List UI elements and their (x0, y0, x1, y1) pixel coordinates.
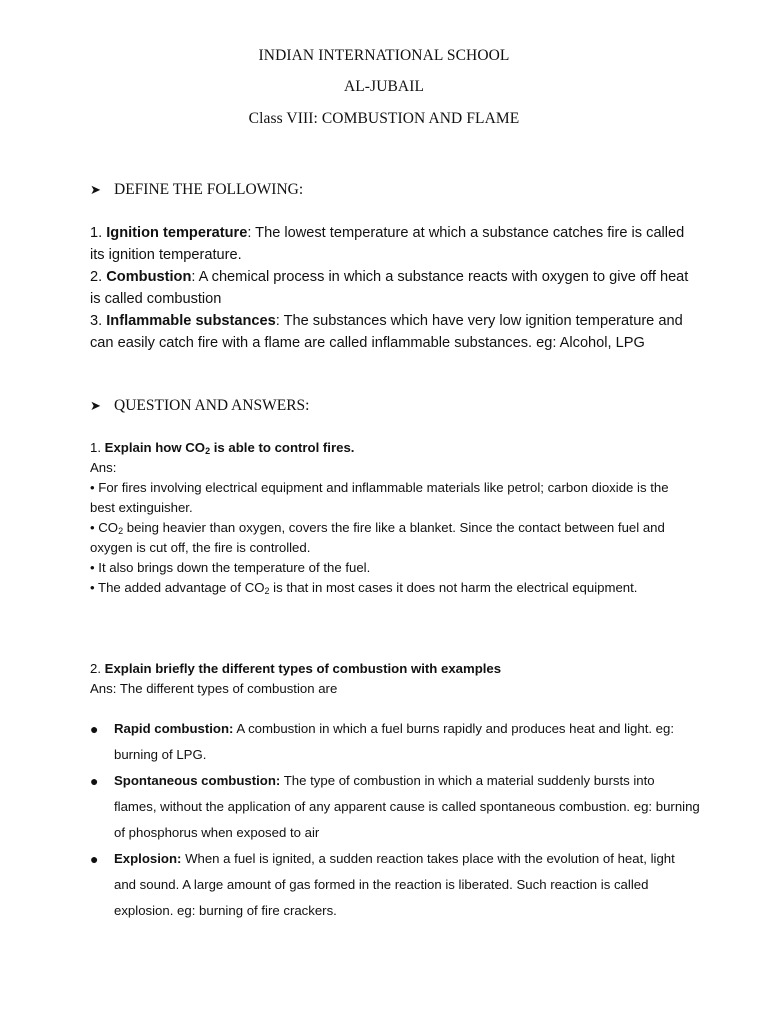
question-number: 1. (90, 440, 101, 455)
question-1-text (90, 438, 670, 458)
arrow-bullet-icon: ➤ (90, 182, 101, 197)
definition-term: Ignition temperature (106, 225, 248, 241)
definition-term: Combustion (106, 269, 192, 285)
answer-label: Ans: (90, 460, 117, 475)
page-title: Class VIII: COMBUSTION AND FLAME (248, 110, 520, 127)
definition-term: Inflammable substances (106, 313, 276, 329)
definition-item (90, 266, 690, 310)
type-text: When a fuel is ignited, a sudden reaction takes place with the evolution of heat, light and sound. A large amount of gas formed in the reaction is liberated. Such reaction is called explosion. eg: burning of fire crackers. (114, 851, 675, 918)
question-1 (90, 438, 670, 598)
qa-heading (90, 397, 309, 415)
bullet-icon: ● (90, 721, 99, 737)
type-term: Explosion: (114, 851, 182, 866)
define-heading-text: DEFINE THE FOLLOWING: (114, 181, 304, 198)
subscript: 2 (118, 526, 124, 536)
list-item (90, 716, 700, 768)
definition-text: : The substances which have very low ignition temperature and can easily catch fire with a flame are called inflammable substances. eg: Alcohol, LPG (90, 313, 683, 351)
subscript: 2 (264, 586, 270, 596)
question-part: is able to control fires. (210, 440, 355, 455)
definition-number: 1. (90, 225, 103, 241)
type-text: The type of combustion in which a material suddenly bursts into flames, without the application of any apparent cause is called spontaneous combustion. eg: burning of phosphorus when exposed to air (114, 773, 700, 840)
answer-part: is that in most cases it does not harm the electrical equipment. (269, 580, 638, 595)
type-term: Spontaneous combustion: (114, 773, 281, 788)
definitions-list (90, 222, 690, 354)
question-number: 2. (90, 661, 101, 676)
type-term: Rapid combustion: (114, 721, 234, 736)
answer-point: • For fires involving electrical equipment and inflammable materials like petrol; carbon dioxide is the best extinguisher. (90, 480, 669, 515)
question-2-text (90, 659, 670, 679)
answer-intro: Ans: The different types of combustion are (90, 681, 338, 696)
qa-heading-text: QUESTION AND ANSWERS: (114, 397, 310, 414)
answer-part: • The added advantage of CO (90, 580, 265, 595)
definition-number: 2. (90, 269, 103, 285)
answer-part: • CO (90, 520, 119, 535)
definition-item (90, 222, 690, 266)
definition-item (90, 310, 690, 354)
list-item (90, 768, 700, 846)
arrow-bullet-icon: ➤ (90, 398, 101, 413)
answer-point (90, 578, 670, 598)
question-part: Explain briefly the different types of combustion with examples (104, 661, 502, 676)
subscript: 2 (205, 446, 211, 456)
bullet-icon: ● (90, 773, 99, 789)
definition-text: : A chemical process in which a substance reacts with oxygen to give off heat is called combustion (90, 269, 689, 307)
definition-number: 3. (90, 313, 103, 329)
define-heading (90, 181, 303, 199)
answer-point: • It also brings down the temperature of the fuel. (90, 560, 371, 575)
question-2 (90, 659, 670, 699)
answer-part: being heavier than oxygen, covers the fire like a blanket. Since the contact between fuel and oxygen is cut off, the fire is controlled. (90, 520, 665, 555)
list-item (90, 846, 700, 924)
type-text: A combustion in which a fuel burns rapidly and produces heat and light. eg: burning of LPG. (114, 721, 675, 762)
school-city: AL-JUBAIL (343, 78, 425, 95)
question-part: Explain how CO (104, 440, 206, 455)
definition-text: : The lowest temperature at which a substance catches fire is called its ignition temperature. (90, 225, 685, 263)
school-name: INDIAN INTERNATIONAL SCHOOL (258, 47, 510, 64)
answer-point (90, 518, 670, 558)
bullet-icon: ● (90, 851, 99, 867)
combustion-types-list (90, 716, 700, 924)
